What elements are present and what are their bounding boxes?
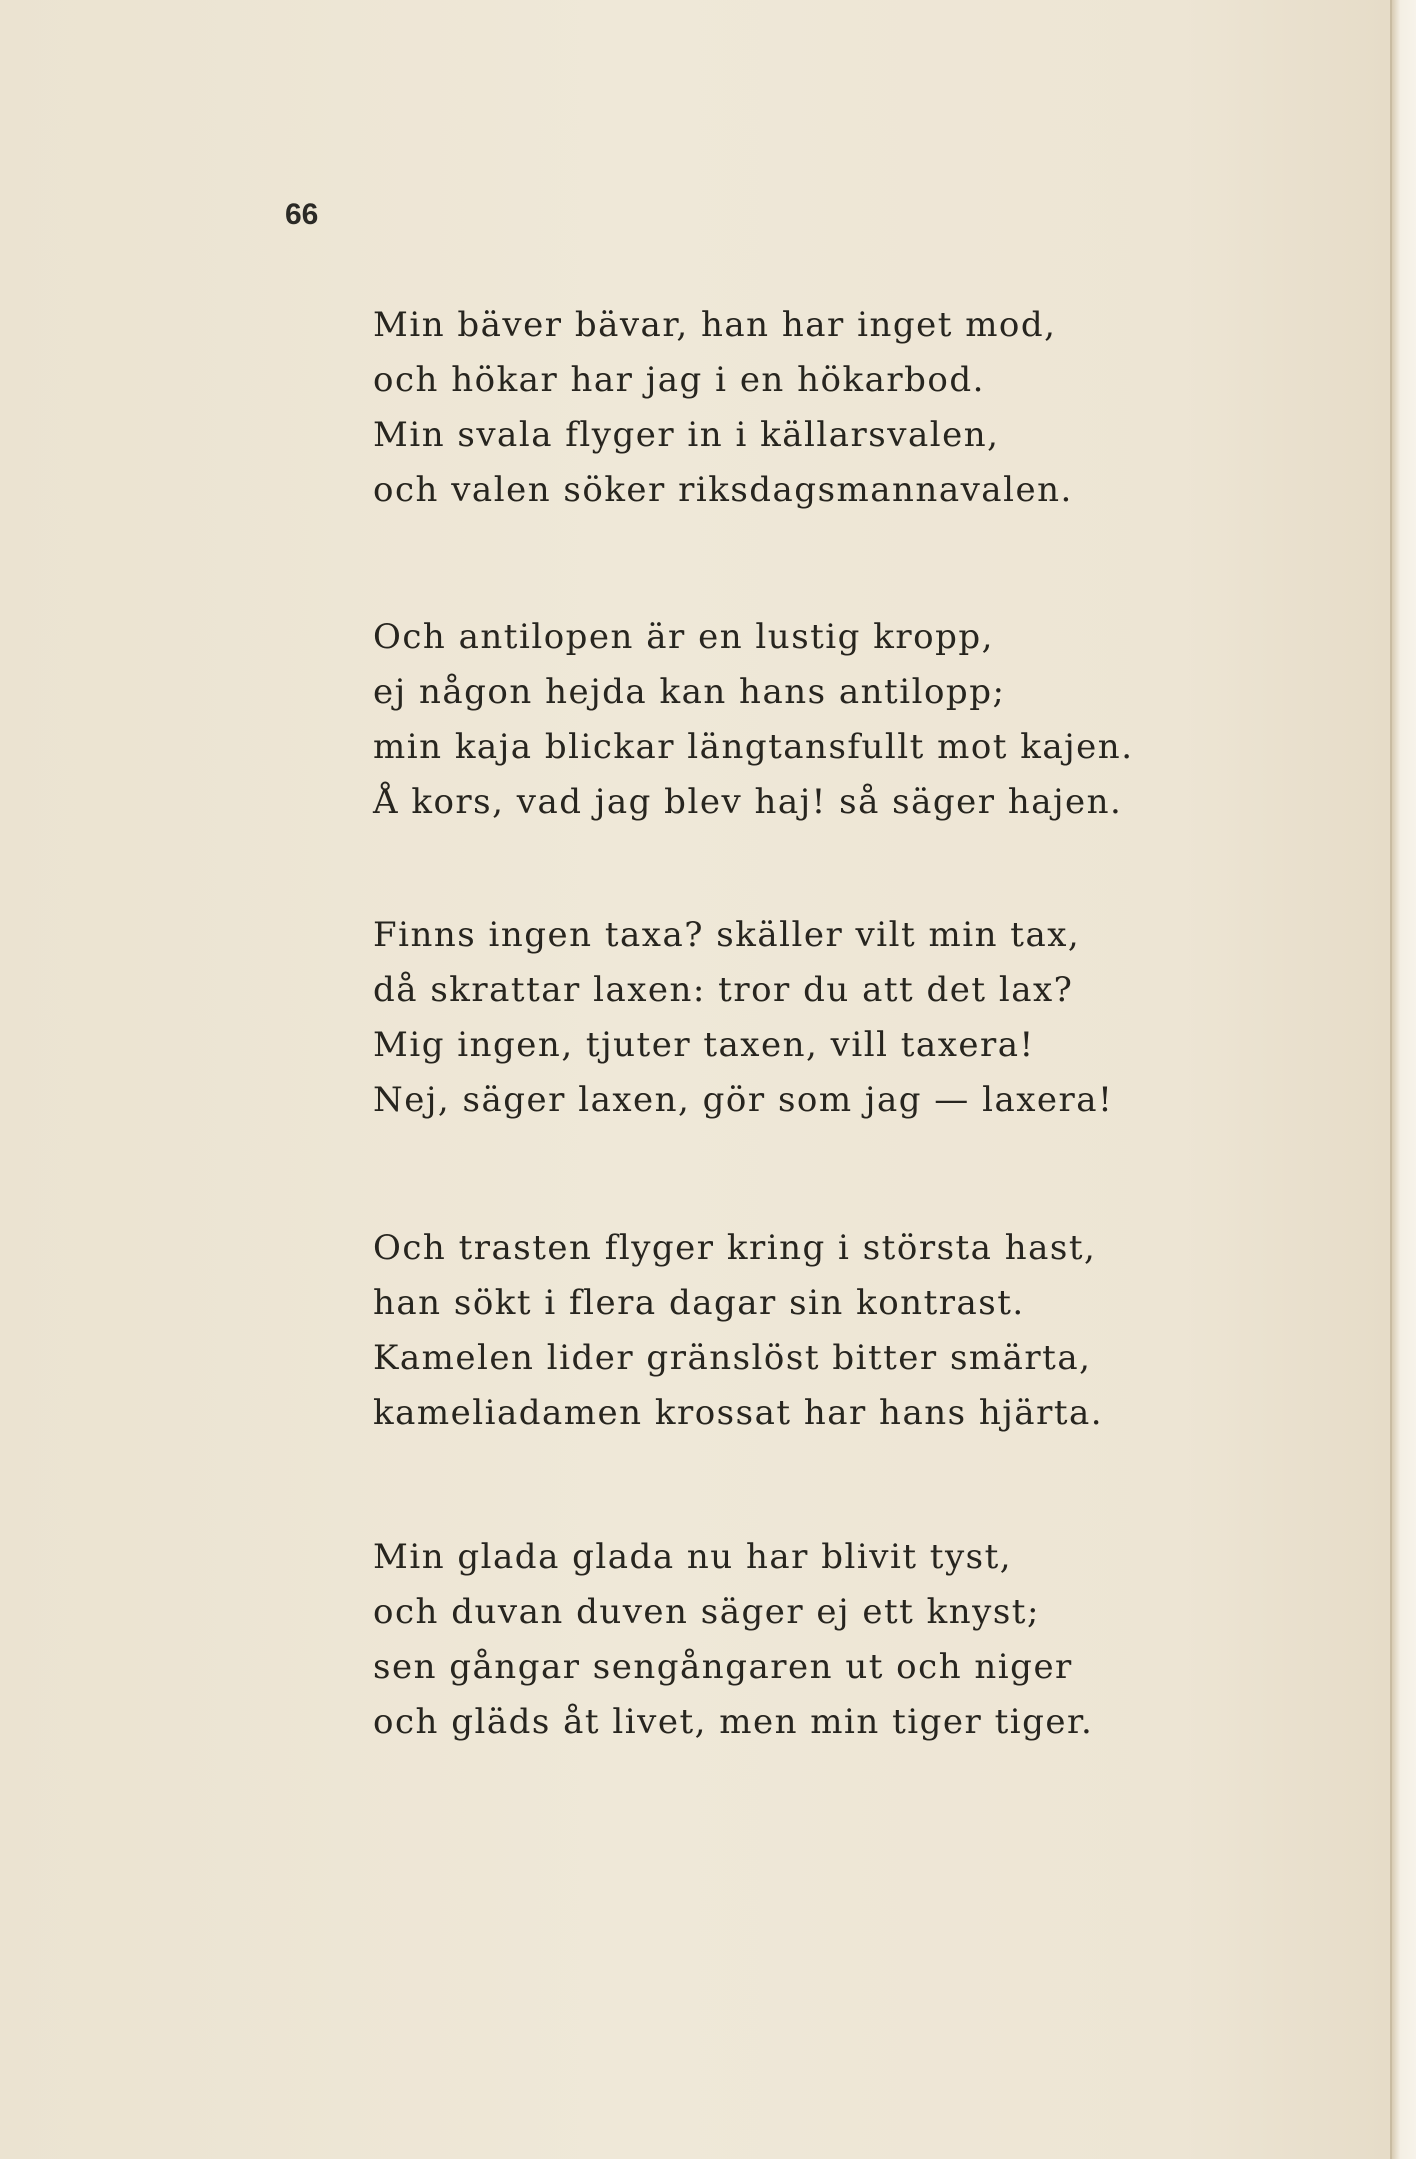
verse-line: min kaja blickar längtansfullt mot kajen. — [373, 727, 1134, 767]
verse-line: ej någon hejda kan hans antilopp; — [373, 672, 1006, 712]
verse-line: Min bäver bävar, han har inget mod, — [373, 305, 1057, 345]
verse-line: Och antilopen är en lustig kropp, — [373, 617, 994, 657]
verse-line: Finns ingen taxa? skäller vilt min tax, — [373, 915, 1081, 955]
stanza-5 — [373, 1530, 1093, 1750]
verse-line: Mig ingen, tjuter taxen, vill taxera! — [373, 1025, 1035, 1065]
verse-line: Och trasten flyger kring i största hast, — [373, 1228, 1097, 1268]
stanza-2 — [373, 610, 1134, 830]
verse-line: Min glada glada nu har blivit tyst, — [373, 1537, 1013, 1577]
stanza-1 — [373, 298, 1073, 518]
page-number: 66 — [285, 198, 319, 231]
verse-line: han sökt i flera dagar sin kontrast. — [373, 1283, 1025, 1323]
verse-line: kameliadamen krossat har hans hjärta. — [373, 1393, 1104, 1433]
verse-line: Min svala flyger in i källarsvalen, — [373, 415, 1000, 455]
verse-line: sen gångar sengångaren ut och niger — [373, 1647, 1073, 1687]
stanza-4 — [373, 1221, 1103, 1441]
verse-line: och hökar har jag i en hökarbod. — [373, 360, 985, 400]
verse-line: Nej, säger laxen, gör som jag — laxera! — [373, 1080, 1114, 1120]
verse-line: Å kors, vad jag blev haj! så säger hajen. — [373, 782, 1123, 822]
verse-line: och valen söker riksdagsmannavalen. — [373, 470, 1073, 510]
verse-line: och gläds åt livet, men min tiger tiger. — [373, 1702, 1094, 1742]
verse-line: Kamelen lider gränslöst bitter smärta, — [373, 1338, 1092, 1378]
stanza-3 — [373, 908, 1113, 1128]
page-edge — [1390, 0, 1416, 2159]
verse-line: då skrattar laxen: tror du att det lax? — [373, 970, 1074, 1010]
verse-line: och duvan duven säger ej ett knyst; — [373, 1592, 1040, 1632]
